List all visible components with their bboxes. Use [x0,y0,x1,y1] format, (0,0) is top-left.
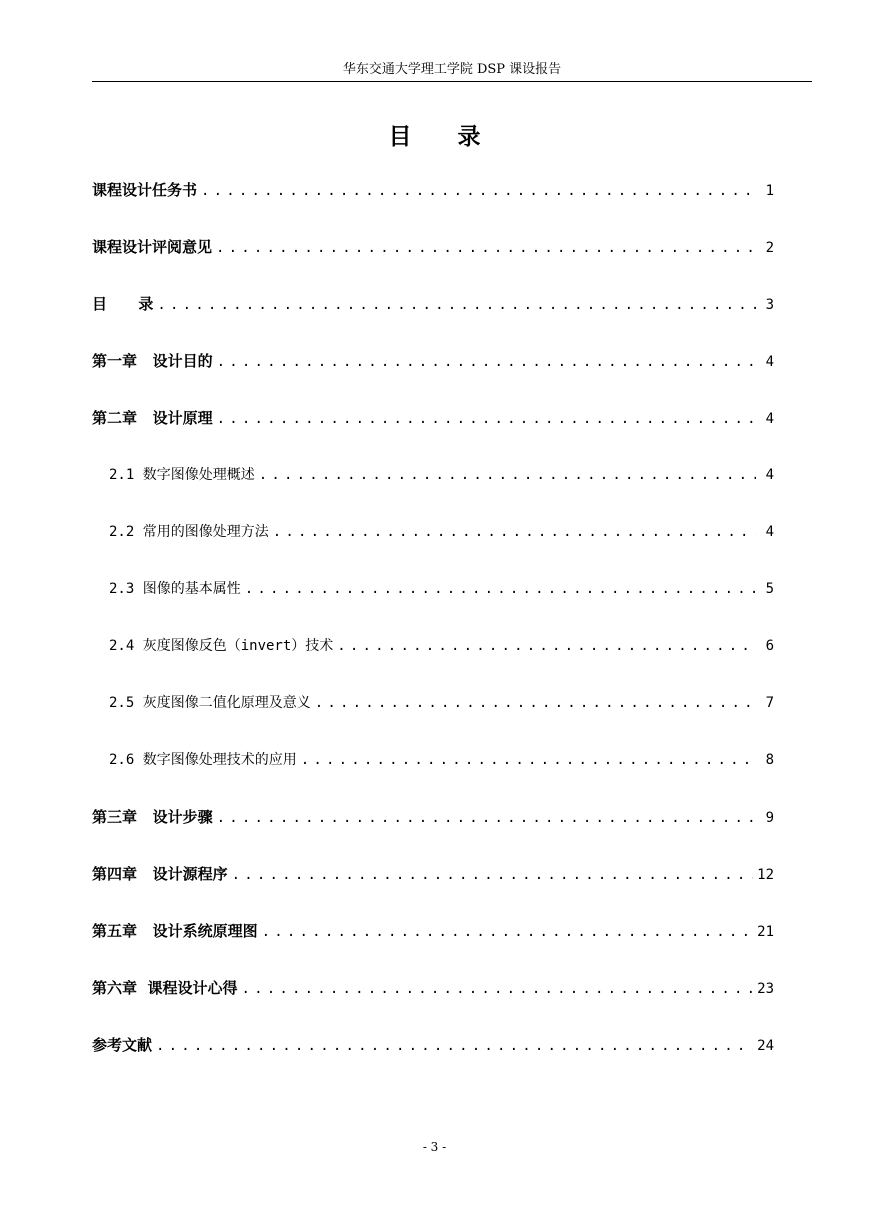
toc-entry[interactable] [92,518,774,575]
toc-entry-page: 21 [757,924,774,940]
toc-entry[interactable] [92,689,774,746]
table-of-contents [92,176,774,1088]
toc-entry-page: 12 [757,867,774,883]
toc-entry-page: 5 [765,581,774,597]
toc-entry-label: 第三章 设计步骤 [92,808,213,826]
page-title: 目录 [388,124,527,150]
toc-dot-leader [241,975,753,1003]
toc-entry-label: 第二章 设计原理 [92,409,213,427]
toc-entry-page: 9 [765,810,774,826]
toc-entry-label: 2.2 常用的图像处理方法 [109,524,269,540]
toc-entry-label: 参考文献 [92,1036,153,1054]
toc-entry[interactable] [92,575,774,632]
toc-entry-page: 6 [765,638,774,654]
toc-entry[interactable] [92,803,774,860]
toc-entry-page: 1 [765,183,774,199]
toc-entry[interactable] [92,917,774,974]
toc-entry-page: 23 [757,981,774,997]
toc-entry-page: 3 [765,297,774,313]
toc-entry-page: 4 [765,354,774,370]
toc-dot-leader [232,861,753,889]
toc-entry[interactable] [92,1031,774,1088]
toc-dot-leader [217,804,756,832]
page-header: 华东交通大学理工学院 DSP 课设报告 [342,62,562,77]
toc-entry[interactable] [92,404,774,461]
toc-entry[interactable] [92,233,774,290]
toc-entry-label: 第一章 设计目的 [92,352,213,370]
toc-dot-leader [156,1032,753,1060]
toc-entry-page: 7 [765,695,774,711]
toc-entry-label: 2.4 灰度图像反色（invert）技术 [109,638,334,654]
toc-entry[interactable] [92,461,774,518]
toc-dot-leader [216,234,756,262]
toc-entry[interactable] [92,632,774,689]
toc-entry-label: 2.1 数字图像处理概述 [109,467,255,483]
toc-dot-leader [273,518,756,546]
toc-entry-page: 4 [765,524,774,540]
toc-dot-leader [337,632,756,660]
toc-entry-label: 课程设计任务书 [92,181,198,199]
toc-entry-label: 2.5 灰度图像二值化原理及意义 [109,695,311,711]
header-rule [92,81,812,82]
toc-dot-leader [201,177,756,205]
toc-dot-leader [315,689,756,717]
toc-entry-page: 8 [765,752,774,768]
toc-entry-label: 第四章 设计源程序 [92,865,228,883]
toc-dot-leader [217,348,756,376]
toc-dot-leader [217,405,756,433]
toc-entry[interactable] [92,746,774,803]
toc-entry-label: 课程设计评阅意见 [92,238,213,256]
toc-entry[interactable] [92,974,774,1031]
toc-dot-leader [245,575,756,603]
toc-entry-label: 2.6 数字图像处理技术的应用 [109,752,297,768]
toc-dot-leader [259,461,756,489]
toc-entry[interactable] [92,347,774,404]
toc-dot-leader [301,746,756,774]
toc-entry-page: 24 [757,1038,774,1054]
toc-entry[interactable] [92,176,774,233]
toc-entry[interactable] [92,290,774,347]
toc-entry-label: 第五章 设计系统原理图 [92,922,258,940]
toc-entry-page: 4 [765,411,774,427]
toc-dot-leader [262,918,753,946]
page-number: - 3 - [422,1140,447,1154]
toc-dot-leader [157,291,756,319]
toc-entry-page: 2 [765,240,774,256]
toc-entry-label: 目 录 [92,295,154,313]
toc-entry[interactable] [92,860,774,917]
toc-entry-label: 第六章 课程设计心得 [92,979,238,997]
toc-entry-label: 2.3 图像的基本属性 [109,581,241,597]
toc-entry-page: 4 [765,467,774,483]
